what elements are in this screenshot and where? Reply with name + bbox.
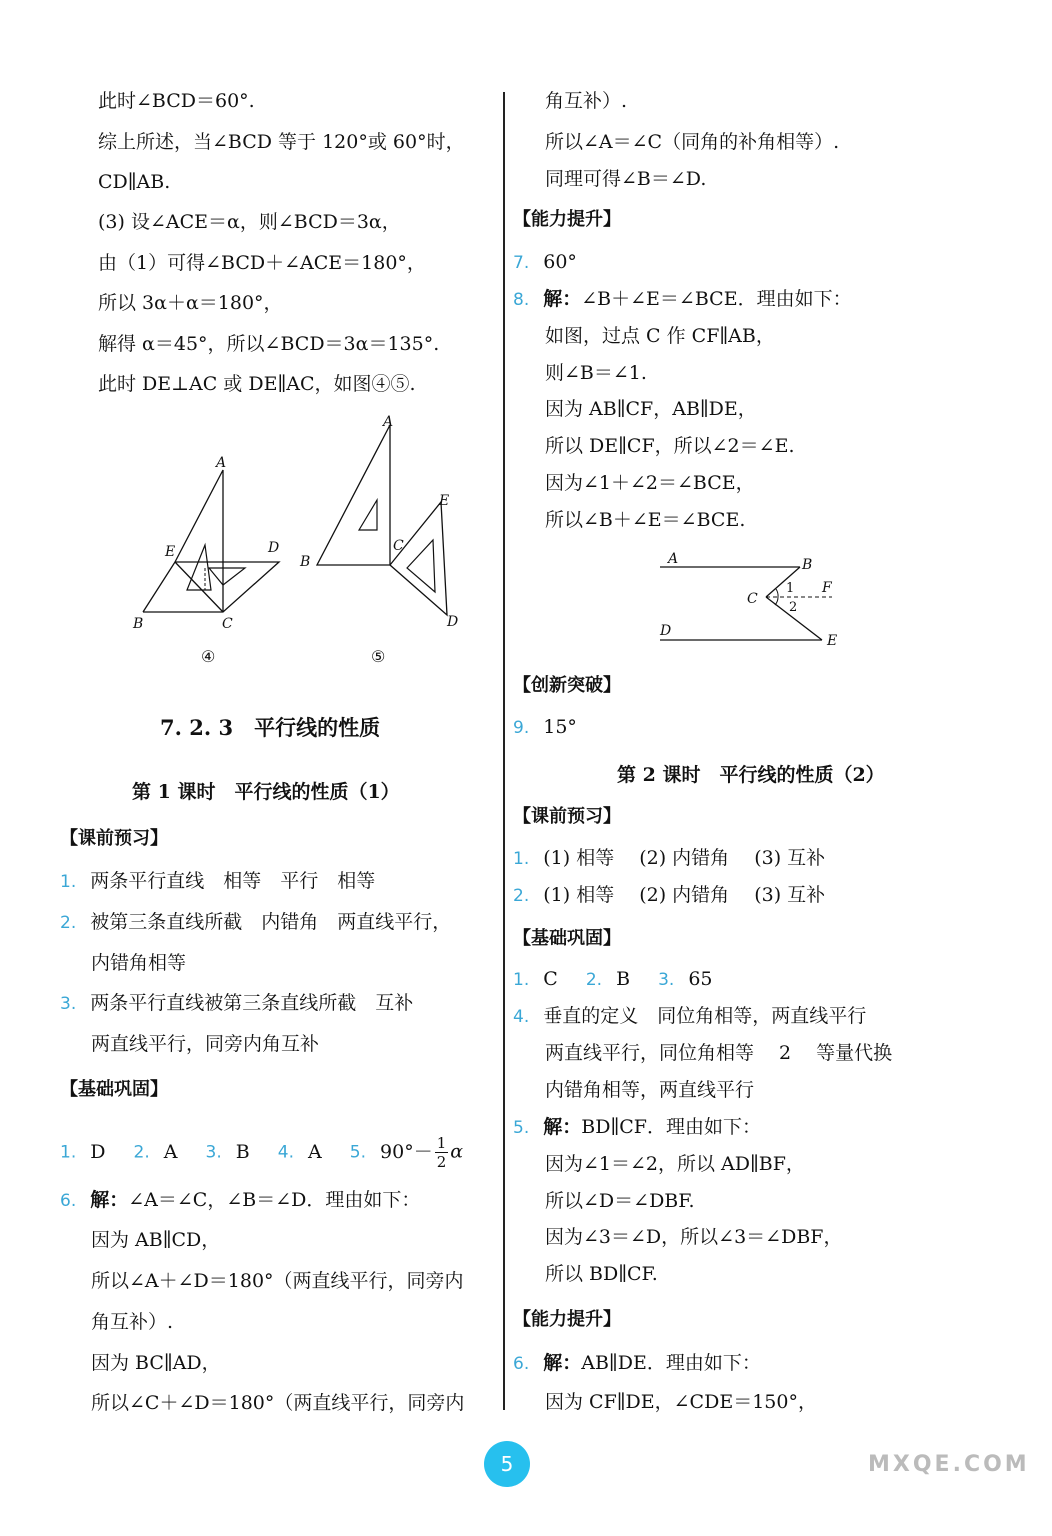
label-F: F <box>822 580 832 596</box>
label-D: D <box>447 614 459 630</box>
item-number: 7. <box>513 253 530 273</box>
answer-text: 两条平行直线被第三条直线所截 互补 <box>90 992 414 1014</box>
answer-text: 则∠B＝∠1. <box>545 362 647 384</box>
item-number: 3. <box>60 994 77 1014</box>
angle-2-label: 2 <box>789 600 798 615</box>
item-number: 1. <box>60 872 77 892</box>
solution-lead: 解： <box>543 288 582 310</box>
figure-4 <box>125 450 290 670</box>
answer-text: D <box>90 1140 106 1163</box>
fraction: $\frac{1}{2}$ <box>436 1134 447 1171</box>
answer-text: 90°－ <box>380 1140 433 1163</box>
text-line: (3) 设∠ACE＝α，则∠BCD＝3α， <box>98 211 401 233</box>
item-number: 1. <box>60 1142 77 1163</box>
lesson-title: 第 2 课时 平行线的性质（2） <box>617 764 885 786</box>
answer-text: 两直线平行，同位角相等 2 等量代换 <box>545 1042 893 1064</box>
section-head: 【创新突破】 <box>513 675 621 696</box>
figure-caption: ④ <box>201 647 216 666</box>
answer-row <box>60 1134 463 1171</box>
answer-text: 因为∠1＝∠2，所以 AD∥BF， <box>545 1153 805 1175</box>
answer-text: 两直线平行，同旁内角互补 <box>91 1033 320 1055</box>
answer-row <box>513 966 713 993</box>
text-line: 综上所述，当∠BCD 等于 120°或 60°时， <box>98 131 465 153</box>
lesson-title: 第 1 课时 平行线的性质（1） <box>132 781 400 803</box>
answer-text: 因为∠1＋∠2＝∠BCE， <box>545 472 755 494</box>
answer-text: 因为 AB∥CD， <box>91 1229 221 1251</box>
label-D: D <box>660 623 672 639</box>
answer-text: A <box>308 1140 322 1163</box>
item-number: 6. <box>513 1354 530 1374</box>
item-number: 2. <box>133 1142 150 1163</box>
item-number: 5. <box>513 1118 530 1138</box>
answer-text: B <box>235 1140 250 1163</box>
item-number: 9. <box>513 718 530 738</box>
item-number: 1. <box>513 970 530 990</box>
answer-text: 所以∠D＝∠DBF. <box>545 1190 695 1212</box>
answer-text: α <box>450 1140 464 1163</box>
label-C: C <box>393 538 404 554</box>
answer-text: ∠A＝∠C，∠B＝∠D．理由如下： <box>128 1189 421 1211</box>
figure-5 <box>295 410 470 670</box>
answer-text: 60° <box>543 251 577 273</box>
section-head: 【课前预习】 <box>60 828 168 849</box>
answer-text: B <box>616 968 631 990</box>
text-line: CD∥AB. <box>98 171 171 193</box>
label-B: B <box>300 554 311 570</box>
text-line: 由（1）可得∠BCD＋∠ACE＝180°， <box>98 252 426 274</box>
label-C: C <box>222 616 233 632</box>
answer-text: 因为 BC∥AD， <box>91 1352 221 1374</box>
label-B: B <box>802 557 813 573</box>
answer-text: 内错角相等，两直线平行 <box>545 1079 755 1101</box>
answer-text: 内错角相等 <box>91 952 187 974</box>
answer-text: 因为 CF∥DE，∠CDE＝150°， <box>545 1391 817 1413</box>
answer-text: ∠B＋∠E＝∠BCE．理由如下： <box>581 288 852 310</box>
answer-text: 被第三条直线所截 内错角 两直线平行， <box>90 911 452 933</box>
item-number: 4. <box>513 1007 530 1027</box>
section-head: 【能力提升】 <box>513 209 621 230</box>
label-A: A <box>216 455 227 471</box>
page-number: 5 <box>484 1441 530 1487</box>
label-D: D <box>268 540 280 556</box>
answer-text: AB∥DE．理由如下： <box>581 1352 761 1374</box>
text-line: 同理可得∠B＝∠D. <box>545 168 707 190</box>
item-number: 2. <box>585 970 603 990</box>
answer-text: 所以∠A＋∠D＝180°（两直线平行，同旁内 <box>91 1270 464 1292</box>
section-head: 【能力提升】 <box>513 1309 621 1330</box>
section-head: 【基础巩固】 <box>60 1079 168 1100</box>
label-A: A <box>383 414 394 430</box>
section-head: 【课前预习】 <box>513 806 621 827</box>
answer-text: (1) 相等 (2) 内错角 (3) 互补 <box>543 884 826 906</box>
figure-8 <box>650 545 850 655</box>
label-E: E <box>165 544 176 560</box>
answer-text: 65 <box>688 968 713 990</box>
answer-text: 所以 BD∥CF. <box>545 1263 658 1285</box>
item-number: 3. <box>658 970 675 990</box>
section-head: 【基础巩固】 <box>513 928 621 949</box>
answer-text: 所以 DE∥CF，所以∠2＝∠E. <box>545 435 795 457</box>
answer-text: 角互补）. <box>91 1311 174 1333</box>
column-divider <box>503 92 505 1410</box>
figure-caption: ⑤ <box>371 647 386 666</box>
item-number: 8. <box>513 290 530 310</box>
watermark: MXQE.COM <box>868 1452 1030 1477</box>
label-C: C <box>747 591 758 607</box>
answer-text: 因为∠3＝∠D，所以∠3＝∠DBF， <box>545 1226 843 1248</box>
angle-1-label: 1 <box>786 581 795 596</box>
item-number: 1. <box>513 849 530 869</box>
solution-lead: 解： <box>543 1116 582 1138</box>
item-number: 5. <box>349 1142 367 1163</box>
label-E: E <box>827 633 838 649</box>
item-number: 2. <box>513 886 530 906</box>
answer-text: 所以∠C＋∠D＝180°（两直线平行，同旁内 <box>91 1392 465 1414</box>
answer-text: 因为 AB∥CF，AB∥DE， <box>545 398 757 420</box>
answer-text: (1) 相等 (2) 内错角 (3) 互补 <box>543 847 826 869</box>
label-E: E <box>439 493 450 509</box>
answer-text: 所以∠B＋∠E＝∠BCE. <box>545 509 746 531</box>
item-number: 2. <box>60 913 77 933</box>
label-A: A <box>668 551 679 567</box>
item-number: 3. <box>205 1142 222 1163</box>
item-number: 6. <box>60 1191 77 1211</box>
item-number: 4. <box>277 1142 295 1163</box>
text-line: 此时∠BCD＝60°. <box>98 90 255 112</box>
answer-text: 15° <box>543 716 577 738</box>
answer-text: A <box>163 1140 178 1163</box>
label-B: B <box>133 616 144 632</box>
answer-text: 如图，过点 C 作 CF∥AB， <box>545 325 775 347</box>
text-line: 所以 3α＋α＝180°， <box>98 292 283 314</box>
text-line: 所以∠A＝∠C（同角的补角相等）. <box>545 131 840 153</box>
answer-text: BD∥CF．理由如下： <box>581 1116 761 1138</box>
text-line: 解得 α＝45°，所以∠BCD＝3α＝135°. <box>98 333 440 355</box>
text-line: 角互补）. <box>545 90 628 112</box>
answer-text: 垂直的定义 同位角相等，两直线平行 <box>543 1005 867 1027</box>
answer-text: C <box>543 968 558 990</box>
solution-lead: 解： <box>90 1189 129 1211</box>
solution-lead: 解： <box>543 1352 582 1374</box>
answer-text: 两条平行直线 相等 平行 相等 <box>90 870 376 892</box>
text-line: 此时 DE⊥AC 或 DE∥AC，如图④⑤. <box>98 373 416 395</box>
section-title: 7. 2. 3 平行线的性质 <box>160 715 381 740</box>
